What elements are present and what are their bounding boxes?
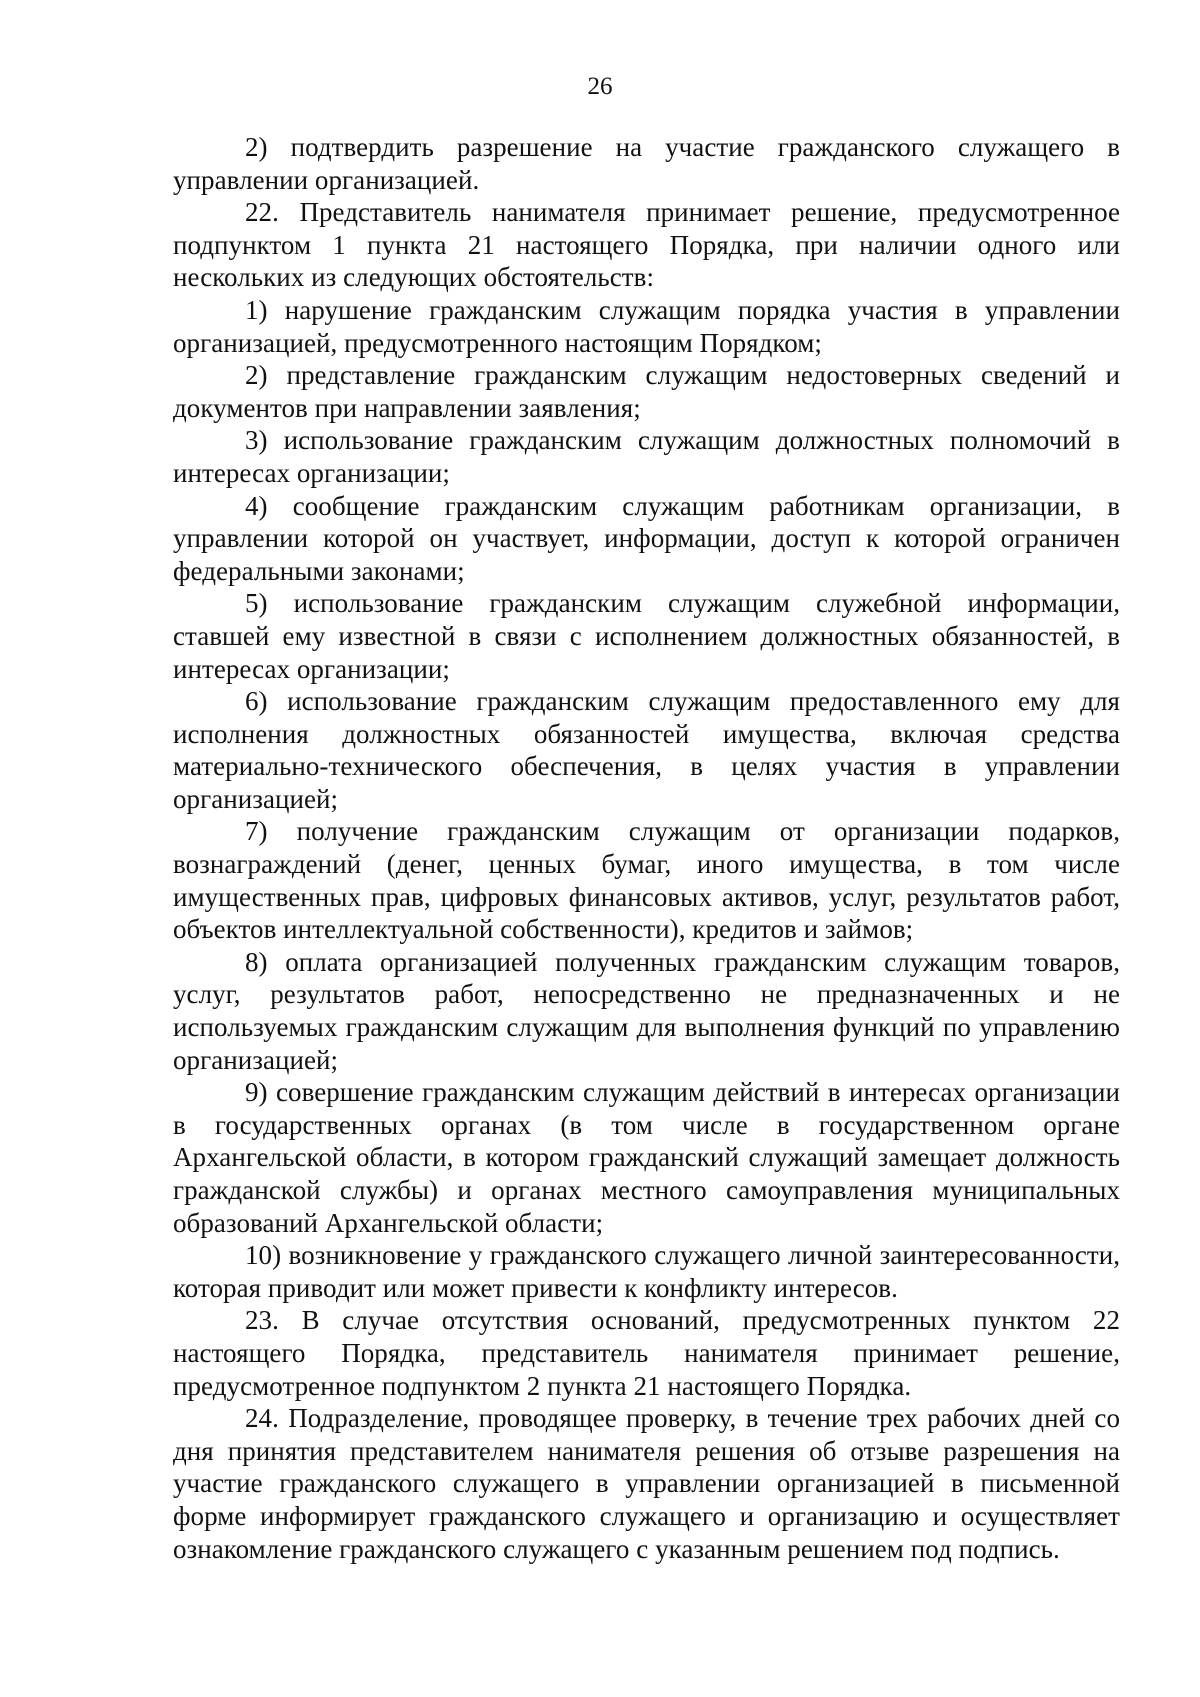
list-item-9: 9) совершение гражданским служащим действий в интересах организации в государственных органах (в том числе в государственном органе Архангельской области, в котором гражданский служащий замещает должность гражданской службы) и органах местного самоуправления муниципальных образований Архангельской области; [173, 1077, 1120, 1238]
list-item-10: 10) возникновение у гражданского служащего личной заинтересованности, которая приводит или может привести к конфликту интересов. [173, 1240, 1120, 1303]
document-body [173, 131, 1120, 1565]
paragraph-22: 22. Представитель нанимателя принимает решение, предусмотренное подпунктом 1 пункта 21 настоящего Порядка, при наличии одного или нескольких из следующих обстоятельств: [173, 197, 1120, 293]
paragraph-24: 24. Подразделение, проводящее проверку, в течение трех рабочих дней со дня принятия представителем нанимателя решения об отзыве разрешения на участие гражданского служащего в управлении организацией в письменной форме информирует гражданского служащего и организацию и осуществляет ознакомление гражданского служащего с указанным решением под подпись. [173, 1403, 1120, 1564]
list-item-4: 4) сообщение гражданским служащим работникам организации, в управлении которой он участвует, информации, доступ к которой ограничен федеральными законами; [173, 490, 1120, 586]
list-item-6: 6) использование гражданским служащим предоставленного ему для исполнения должностных обязанностей имущества, включая средства материально-технического обеспечения, в целях участия в управлении организацией; [173, 686, 1120, 814]
list-item-3: 3) использование гражданским служащим должностных полномочий в интересах организации; [173, 425, 1120, 488]
list-item-8: 8) оплата организацией полученных гражданским служащим товаров, услуг, результатов работ, непосредственно не предназначенных и не используемых гражданским служащим для выполнения функций по управлению организацией; [173, 946, 1120, 1075]
paragraph-item-2-confirm: 2) подтвердить разрешение на участие гражданского служащего в управлении организацией. [173, 132, 1120, 195]
list-item-7: 7) получение гражданским служащим от организации подарков, вознаграждений (денег, ценных бумаг, иного имущества, в том числе имущественных прав, цифровых финансовых активов, услуг, результатов работ, объектов интеллектуальной собственности), кредитов и займов; [173, 816, 1120, 945]
list-item-5: 5) использование гражданским служащим служебной информации, ставшей ему известной в связи с исполнением должностных обязанностей, в интересах организации; [173, 588, 1120, 684]
list-item-2: 2) представление гражданским служащим недостоверных сведений и документов при направлении заявления; [173, 360, 1120, 423]
paragraph-23: 23. В случае отсутствия оснований, предусмотренных пунктом 22 настоящего Порядка, представитель нанимателя принимает решение, предусмотренное подпунктом 2 пункта 21 настоящего Порядка. [173, 1305, 1120, 1401]
page-number: 26 [587, 73, 613, 100]
list-item-1: 1) нарушение гражданским служащим порядка участия в управлении организацией, предусмотренного настоящим Порядком; [173, 294, 1120, 358]
